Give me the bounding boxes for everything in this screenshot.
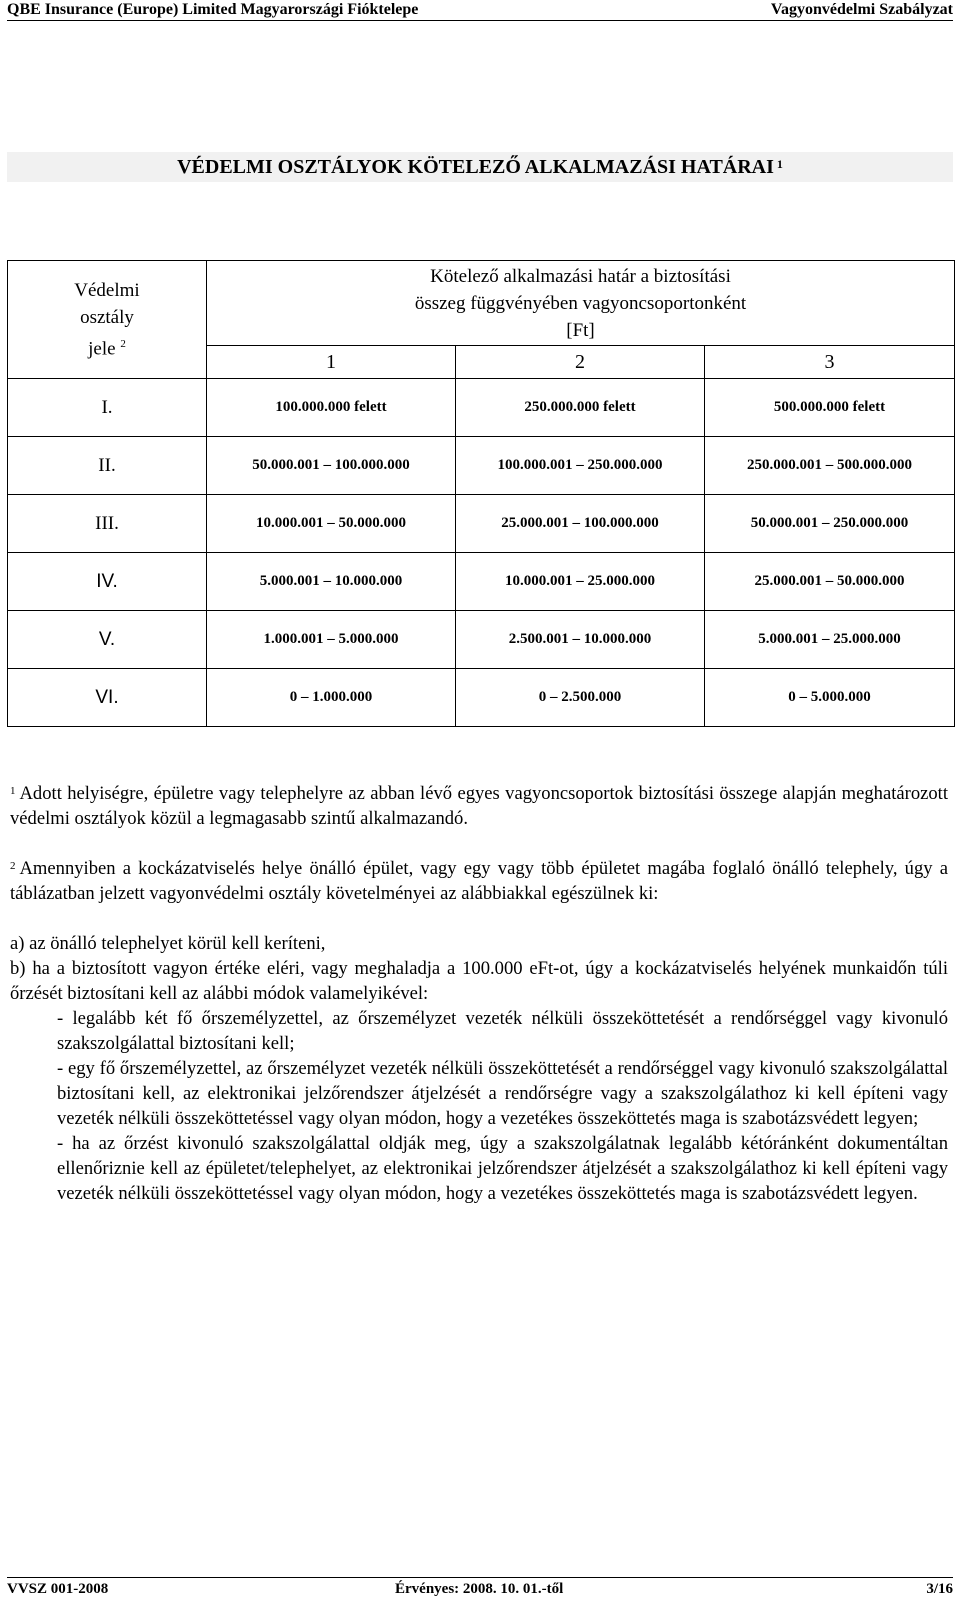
- footer-page-number: 3/16: [926, 1581, 953, 1597]
- footnote-2-marker: 2: [10, 860, 16, 872]
- footer-doc-id: VVSZ 001-2008: [7, 1581, 109, 1597]
- limit-value: 10.000.001 – 25.000.000: [456, 553, 705, 611]
- class-label: IV.: [8, 553, 207, 611]
- column-header-limits: Kötelező alkalmazási határ a biztosítási összeg függvényében vagyoncsoportonként [Ft]: [207, 261, 955, 346]
- class-label: I.: [8, 379, 207, 437]
- page-header: [7, 0, 953, 21]
- footnote-2-dash-1: - legalább két fő őrszemélyzettel, az őrszemélyzet vezeték nélküli összeköttetését a rendőrséggel vagy kivonuló szakszolgálattal biztosítani kell;: [57, 1008, 948, 1054]
- table-row: [8, 379, 955, 437]
- limit-value: 1.000.001 – 5.000.000: [207, 611, 456, 669]
- footer-validity: Érvényes: 2008. 10. 01.-től: [395, 1581, 564, 1597]
- section-title: [7, 152, 953, 182]
- group-number: 1: [207, 346, 456, 379]
- footnote-2-dash-2: - egy fő őrszemélyzettel, az őrszemélyzet vezeték nélküli összeköttetését a rendőrséggel vagy kivonuló szakszolgálattal biztosítani kell, az elektronikai jelzőrendszer átjelzését a rendőrségre vagy a szakszolgálathoz ki kell építeni vagy vezeték nélküli összeköttetéssel vagy olyan módon, hogy a vezetékes összeköttetés maga is szabotázsvédett legyen;: [57, 1058, 948, 1129]
- limit-value: 0 – 2.500.000: [456, 669, 705, 727]
- class-label: VI.: [8, 669, 207, 727]
- footnote-1: [10, 781, 948, 831]
- limit-value: 5.000.001 – 25.000.000: [705, 611, 955, 669]
- limit-value: 0 – 1.000.000: [207, 669, 456, 727]
- header-document-title: Vagyonvédelmi Szabályzat: [770, 1, 953, 18]
- limit-value: 10.000.001 – 50.000.000: [207, 495, 456, 553]
- group-number: 3: [705, 346, 955, 379]
- class-label: II.: [8, 437, 207, 495]
- limit-value: 25.000.001 – 100.000.000: [456, 495, 705, 553]
- footnote-2-dash-3: - ha az őrzést kivonuló szakszolgálattal oldják meg, úgy a szakszolgálatnak legalább kétóránként dokumentáltan ellenőriznie kell az épületet/telephelyet, az elektronikai jelzőrendszer átjelzését a szakszolgálathoz ki kell építeni vagy vezeték nélküli összeköttetéssel vagy olyan módon, hogy a vezetékes összeköttetés maga is szabotázsvédett legyen.: [57, 1133, 948, 1204]
- section-title-footnote-ref: 1: [776, 157, 783, 171]
- limit-value: 50.000.001 – 100.000.000: [207, 437, 456, 495]
- footnote-2-item-b: b) ha a biztosított vagyon értéke eléri, vagy meghaladja a 100.000 eFt-ot, úgy a kockázatviselés helyének munkaidőn túli őrzését biztosítani kell az alábbi módok valamelyikével:: [10, 958, 948, 1004]
- class-label: III.: [8, 495, 207, 553]
- table-row: [8, 611, 955, 669]
- footnote-2-text: Amennyiben a kockázatviselés helye önálló épület, vagy egy vagy több épületet magába foglaló önálló telephely, úgy a táblázatban jelzett vagyonvédelmi osztály követelményei az alábbiakkal egészülnek ki:: [10, 858, 948, 904]
- limit-value: 0 – 5.000.000: [705, 669, 955, 727]
- limit-value: 25.000.001 – 50.000.000: [705, 553, 955, 611]
- limit-value: 250.000.000 felett: [456, 379, 705, 437]
- limit-value: 250.000.001 – 500.000.000: [705, 437, 955, 495]
- protection-class-table: [7, 260, 955, 727]
- limit-value: 2.500.001 – 10.000.000: [456, 611, 705, 669]
- limit-value: 100.000.000 felett: [207, 379, 456, 437]
- page-footer: [7, 1577, 953, 1600]
- limit-value: 500.000.000 felett: [705, 379, 955, 437]
- group-number: 2: [456, 346, 705, 379]
- limit-value: 5.000.001 – 10.000.000: [207, 553, 456, 611]
- header-company: QBE Insurance (Europe) Limited Magyarországi Fióktelepe: [7, 1, 419, 18]
- limit-value: 100.000.001 – 250.000.000: [456, 437, 705, 495]
- class-label: V.: [8, 611, 207, 669]
- footnote-2: [10, 856, 948, 1206]
- section-title-text: VÉDELMI OSZTÁLYOK KÖTELEZŐ ALKALMAZÁSI HATÁRAI: [177, 156, 774, 178]
- table-row: [8, 553, 955, 611]
- table-row: [8, 437, 955, 495]
- table-row: [8, 669, 955, 727]
- table-row: [8, 495, 955, 553]
- footnote-1-marker: 1: [10, 785, 16, 797]
- class-header-footnote-ref: 2: [120, 337, 126, 350]
- column-header-class: Védelmi osztály jele $^2$: [8, 261, 207, 379]
- footnote-1-text: Adott helyiségre, épületre vagy telephelyre az abban lévő egyes vagyoncsoportok biztosítási összege alapján meghatározott védelmi osztályok közül a legmagasabb szintű alkalmazandó.: [10, 783, 948, 829]
- limit-value: 50.000.001 – 250.000.000: [705, 495, 955, 553]
- footnote-2-item-a: a) az önálló telephelyet körül kell keríteni,: [10, 933, 326, 954]
